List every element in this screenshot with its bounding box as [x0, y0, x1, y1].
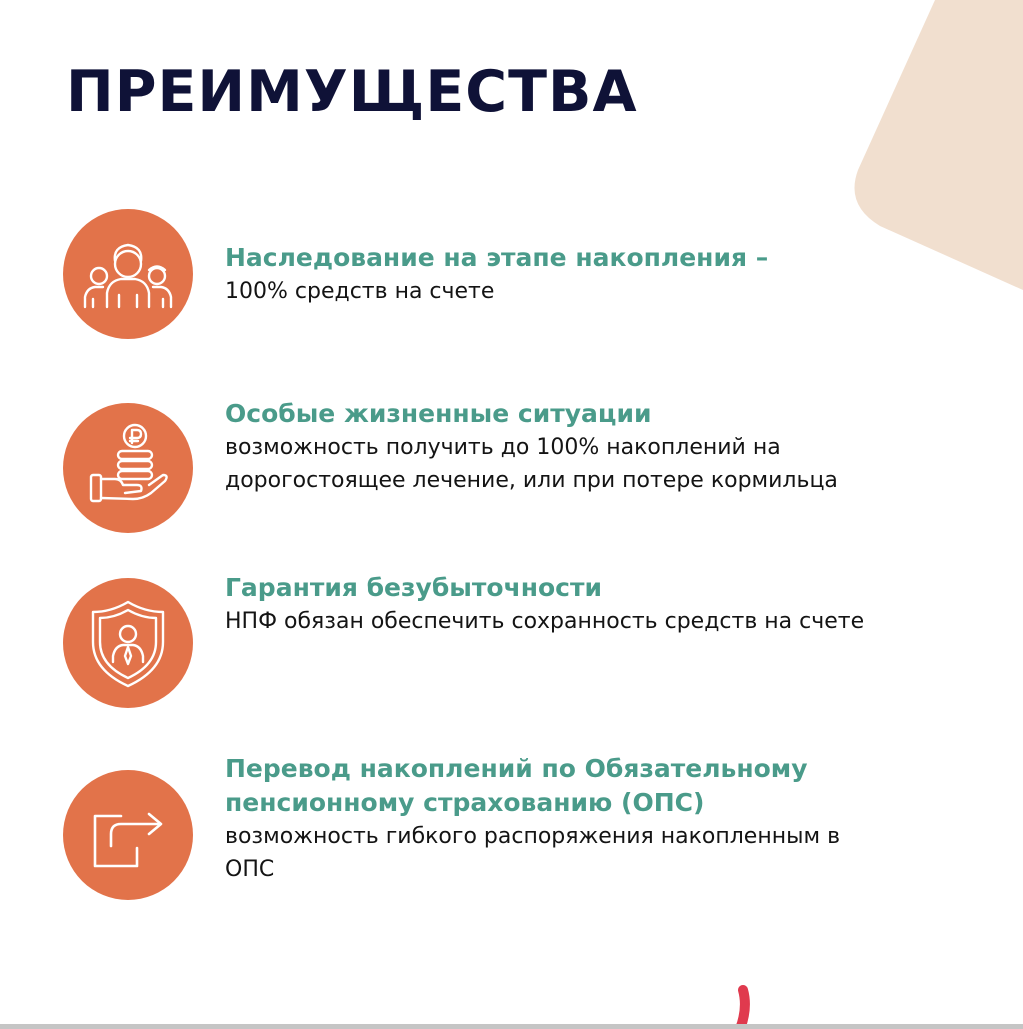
page-title: ПРЕИМУЩЕСТВА	[66, 59, 638, 125]
benefit-text	[225, 571, 885, 638]
transfer-arrow-icon	[63, 770, 193, 900]
benefit-heading: Гарантия безубыточности	[225, 573, 603, 602]
benefit-text	[225, 752, 885, 886]
benefit-text	[225, 241, 885, 308]
hand-coins-icon-circle	[63, 403, 193, 533]
shield-person-icon	[63, 578, 193, 708]
benefit-heading: Перевод накоплений по Обязательному пенсионному страхованию (ОПС)	[225, 754, 808, 817]
benefit-description: 100% средств на счете	[225, 279, 495, 304]
benefit-description: возможность гибкого распоряжения накопленным в ОПС	[225, 824, 841, 882]
benefit-heading: Наследование на этапе накопления –	[225, 243, 769, 272]
family-icon-circle	[63, 209, 193, 339]
benefit-description: возможность получить до 100% накоплений на дорогостоящее лечение, или при потере кормильца	[225, 435, 838, 493]
family-icon	[63, 209, 193, 339]
shield-person-icon-circle	[63, 578, 193, 708]
hand-coins-icon	[63, 403, 193, 533]
transfer-arrow-icon-circle	[63, 770, 193, 900]
benefit-heading: Особые жизненные ситуации	[225, 399, 652, 428]
bottom-divider	[0, 1024, 1023, 1029]
benefit-text	[225, 397, 885, 497]
benefit-description: НПФ обязан обеспечить сохранность средств на счете	[225, 609, 865, 634]
